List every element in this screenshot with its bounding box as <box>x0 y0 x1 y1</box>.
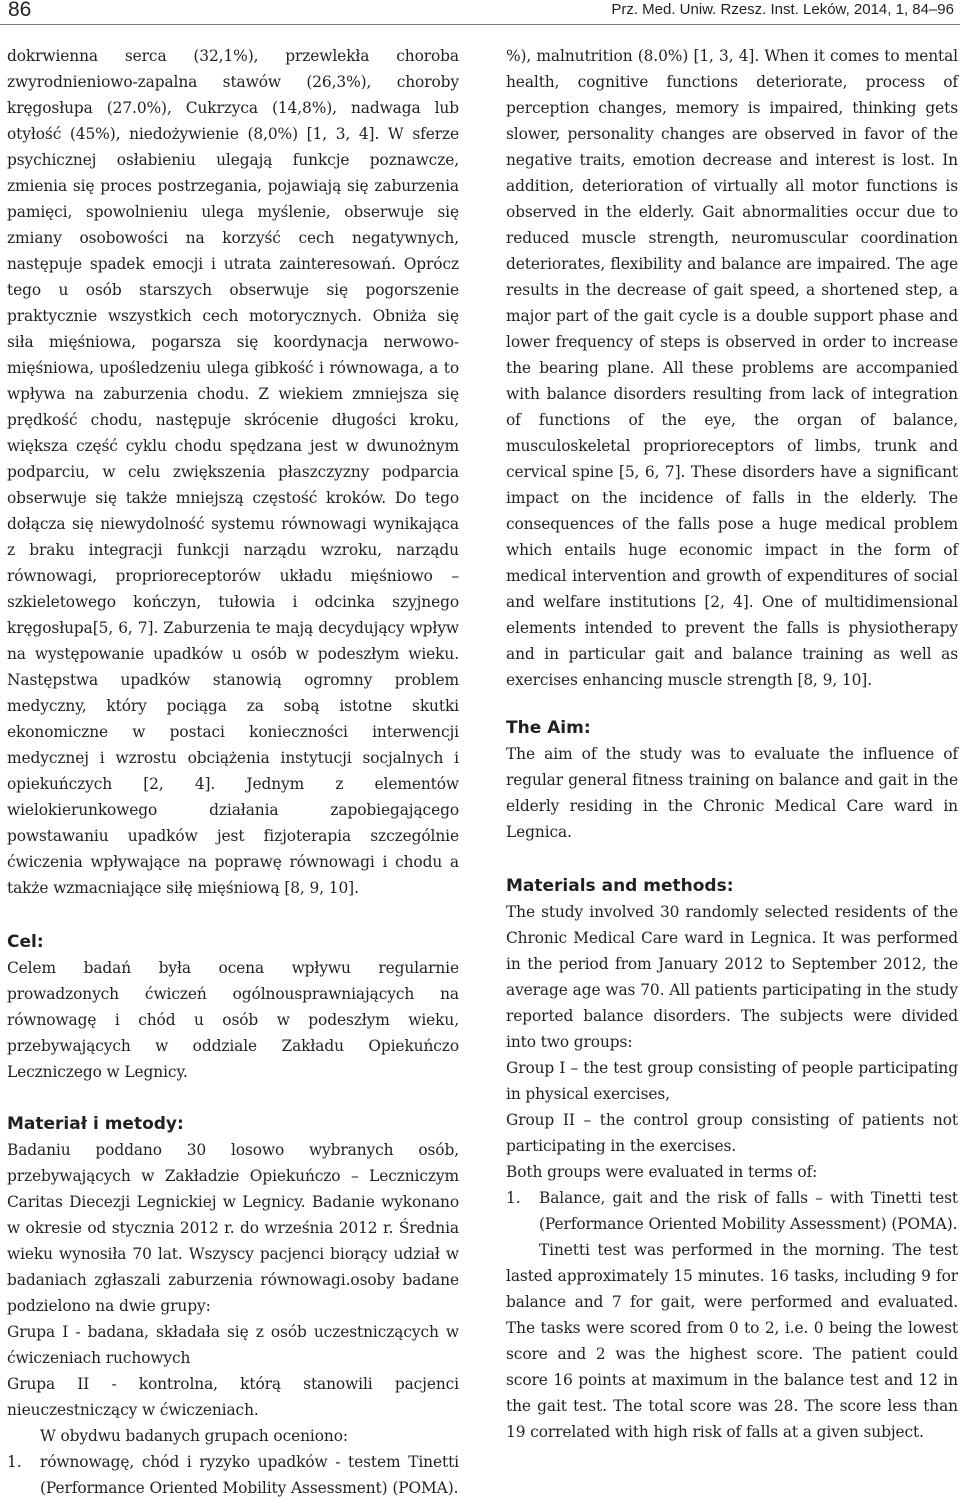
polish-column <box>7 43 459 1501</box>
group2-paragraph-en: Group II – the control group consisting of patients not participating in the exercises. <box>506 1111 958 1155</box>
group2-paragraph-pl: Grupa II - kontrolna, którą stanowili pacjenci nieuczestniczący w ćwiczeniach. <box>7 1375 459 1419</box>
english-column <box>506 43 958 1445</box>
intro-paragraph-en: %), malnutrition (8.0%) [1, 3, 4]. When it comes to mental health, cognitive functions deteriorate, process of perception changes, memory is impaired, thinking gets slower, personality changes are observed in favor of the negative traits, emotion decrease and interest is lost. In addition, deterioration of virtually all motor functions is observed in the elderly. Gait abnormalities occur due to reduced muscle strength, neuromuscular coordination deteriorates, flexibility and balance are impaired. The age results in the decrease of gait speed, a shortened step, a major part of the gait cycle is a double support phase and lower frequency of steps is observed in order to increase the bearing plane. All these problems are accompanied with balance disorders resulting from lack of integration of functions of the eye, the organ of balance, musculoskeletal proprioreceptors of limbs, trunk and cervical spine [5, 6, 7]. These disorders have a significant impact on the incidence of falls in the elderly. The consequences of the falls pose a huge medical problem which entails huge economic impact in the form of medical intervention and growth of expenditures of social and welfare institutions [2, 4]. One of multidimensional elements intended to prevent the falls is physiotherapy and in particular gait and balance training as well as exercises enhancing muscle strength [8, 9, 10]. <box>506 47 958 689</box>
aim-heading-en: The Aim: <box>506 718 591 738</box>
group1-paragraph-pl: Grupa I - badana, składała się z osób uczestniczących w ćwiczeniach ruchowych <box>7 1323 459 1367</box>
intro-paragraph-pl: dokrwienna serca (32,1%), przewlekła choroba zwyrodnieniowo-zapalna stawów (26,3%), choroby kręgosłupa (27.0%), Cukrzyca (14,8%), nadwaga lub otyłość (45%), niedożywienie (8,0%) [1, 3, 4]. W sferze psychicznej osłabieniu ulegają funkcje poznawcze, zmienia się proces postrzegania, pojawiają się zaburzenia pamięci, spowolnieniu ulega myślenie, obserwuje się zmiany osobowości na korzyść cech negatywnych, następuje spadek emocji i utrata zainteresowań. Oprócz tego u osób starszych obserwuje się pogorszenie praktycznie wszystkich cech motorycznych. Obniża się siła mięśniowa, pogarsza się koordynacja nerwowo-mięśniowa, upośledzeniu ulega gibkość i równowaga, a to wpływa na zaburzenia chodu. Z wiekiem zmniejsza się prędkość chodu, następuje skrócenie długości kroku, większa część cyklu chodu spędzana jest w dwunożnym podparciu, w celu zwiększenia płaszczyzny podparcia obserwuje się także mniejszą częstość kroków. Do tego dołącza się niewydolność systemu równowagi wynikająca z braku integracji funkcji narządu wzroku, narządu równowagi, proprioreceptorów układu mięśniowo – szkieletowego kończyn, tułowia i odcinka szyjnego kręgosłupa[5, 6, 7]. Zaburzenia te mają decydujący wpływ na występowanie upadków u osób w podeszłym wieku. Następstwa upadków stanowią ogromny problem medyczny, który pociąga za sobą istotne skutki ekonomiczne w postaci konieczności interwencji medycznej i wzrostu obciążenia instytucji socjalnych i opiekuńczych [2, 4]. Jednym z elementów wielokierunkowego działania zapobiegającego powstawaniu upadków jest fizjoterapia szczególnie ćwiczenia wpływające na poprawę równowagi i chodu a także wzmacniające siłę mięśniową [8, 9, 10]. <box>7 47 459 897</box>
evaluation-list-en <box>506 1185 958 1237</box>
evaluated-paragraph-pl: W obydwu badanych grupach oceniono: <box>40 1427 348 1445</box>
methods-paragraph-pl: Badaniu poddano 30 losowo wybranych osób, przebywających w Zakładzie Opiekuńczo – Leczniczym Caritas Diecezji Legnickiej w Legnicy. Badanie wykonano w okresie od stycznia 2012 r. do września 2012 r. Średnia wieku wynosiła 70 lat. Wszyscy pacjenci biorący udział w badaniach zgłaszali zaburzenia równowagi.osoby badane podzielono na dwie grupy: <box>7 1141 459 1315</box>
list-item-text: równowagę, chód i ryzyko upadków - testem Tinetti (Performance Oriented Mobility Assessment) (POMA). <box>40 1453 459 1497</box>
group1-paragraph-en: Group I – the test group consisting of people participating in physical exercises, <box>506 1059 958 1103</box>
list-item-number: 1. <box>7 1453 22 1471</box>
methods-paragraph-en: The study involved 30 randomly selected residents of the Chronic Medical Care ward in Legnica. It was performed in the period from January 2012 to September 2012, the average age was 70. All patients participating in the study reported balance disorders. The subjects were divided into two groups: <box>506 903 958 1051</box>
list-item-text: Balance, gait and the risk of falls – with Tinetti test (Performance Oriented Mobility Assessment) (POMA). <box>539 1189 958 1233</box>
aim-paragraph-pl: Celem badań była ocena wpływu regularnie prowadzonych ćwiczeń ogólnousprawniających na równowagę i chód u osób w podeszłym wieku, przebywających w oddziale Zakładu Opiekuńczo Leczniczego w Legnicy. <box>7 959 459 1081</box>
evaluation-list-pl <box>7 1449 459 1501</box>
list-item-number: 1. <box>506 1189 521 1207</box>
header-rule <box>0 24 960 25</box>
methods-heading-pl: Materiał i metody: <box>7 1114 184 1134</box>
methods-heading-en: Materials and methods: <box>506 876 734 896</box>
journal-citation: Prz. Med. Uniw. Rzesz. Inst. Leków, 2014, 1, 84–96 <box>611 1 954 18</box>
page-header <box>0 0 960 28</box>
aim-heading-pl: Cel: <box>7 932 44 952</box>
tinetti-paragraph-en: Tinetti test was performed in the morning. The test lasted approximately 15 minutes. 16 tasks, including 9 for balance and 7 for gait, were performed and evaluated. The tasks were scored from 0 to 2, i.e. 0 being the lowest score and 2 was the highest score. The patient could score 16 points at maximum in the balance test and 12 in the gait test. The total score was 28. The score less than 19 correlated with high risk of falls at a given subject. <box>506 1241 958 1441</box>
page-number: 86 <box>8 0 32 21</box>
evaluated-paragraph-en: Both groups were evaluated in terms of: <box>506 1163 818 1181</box>
list-item <box>506 1185 958 1237</box>
list-item <box>7 1449 459 1501</box>
aim-paragraph-en: The aim of the study was to evaluate the influence of regular general fitness training on balance and gait in the elderly residing in the Chronic Medical Care ward in Legnica. <box>506 745 958 841</box>
